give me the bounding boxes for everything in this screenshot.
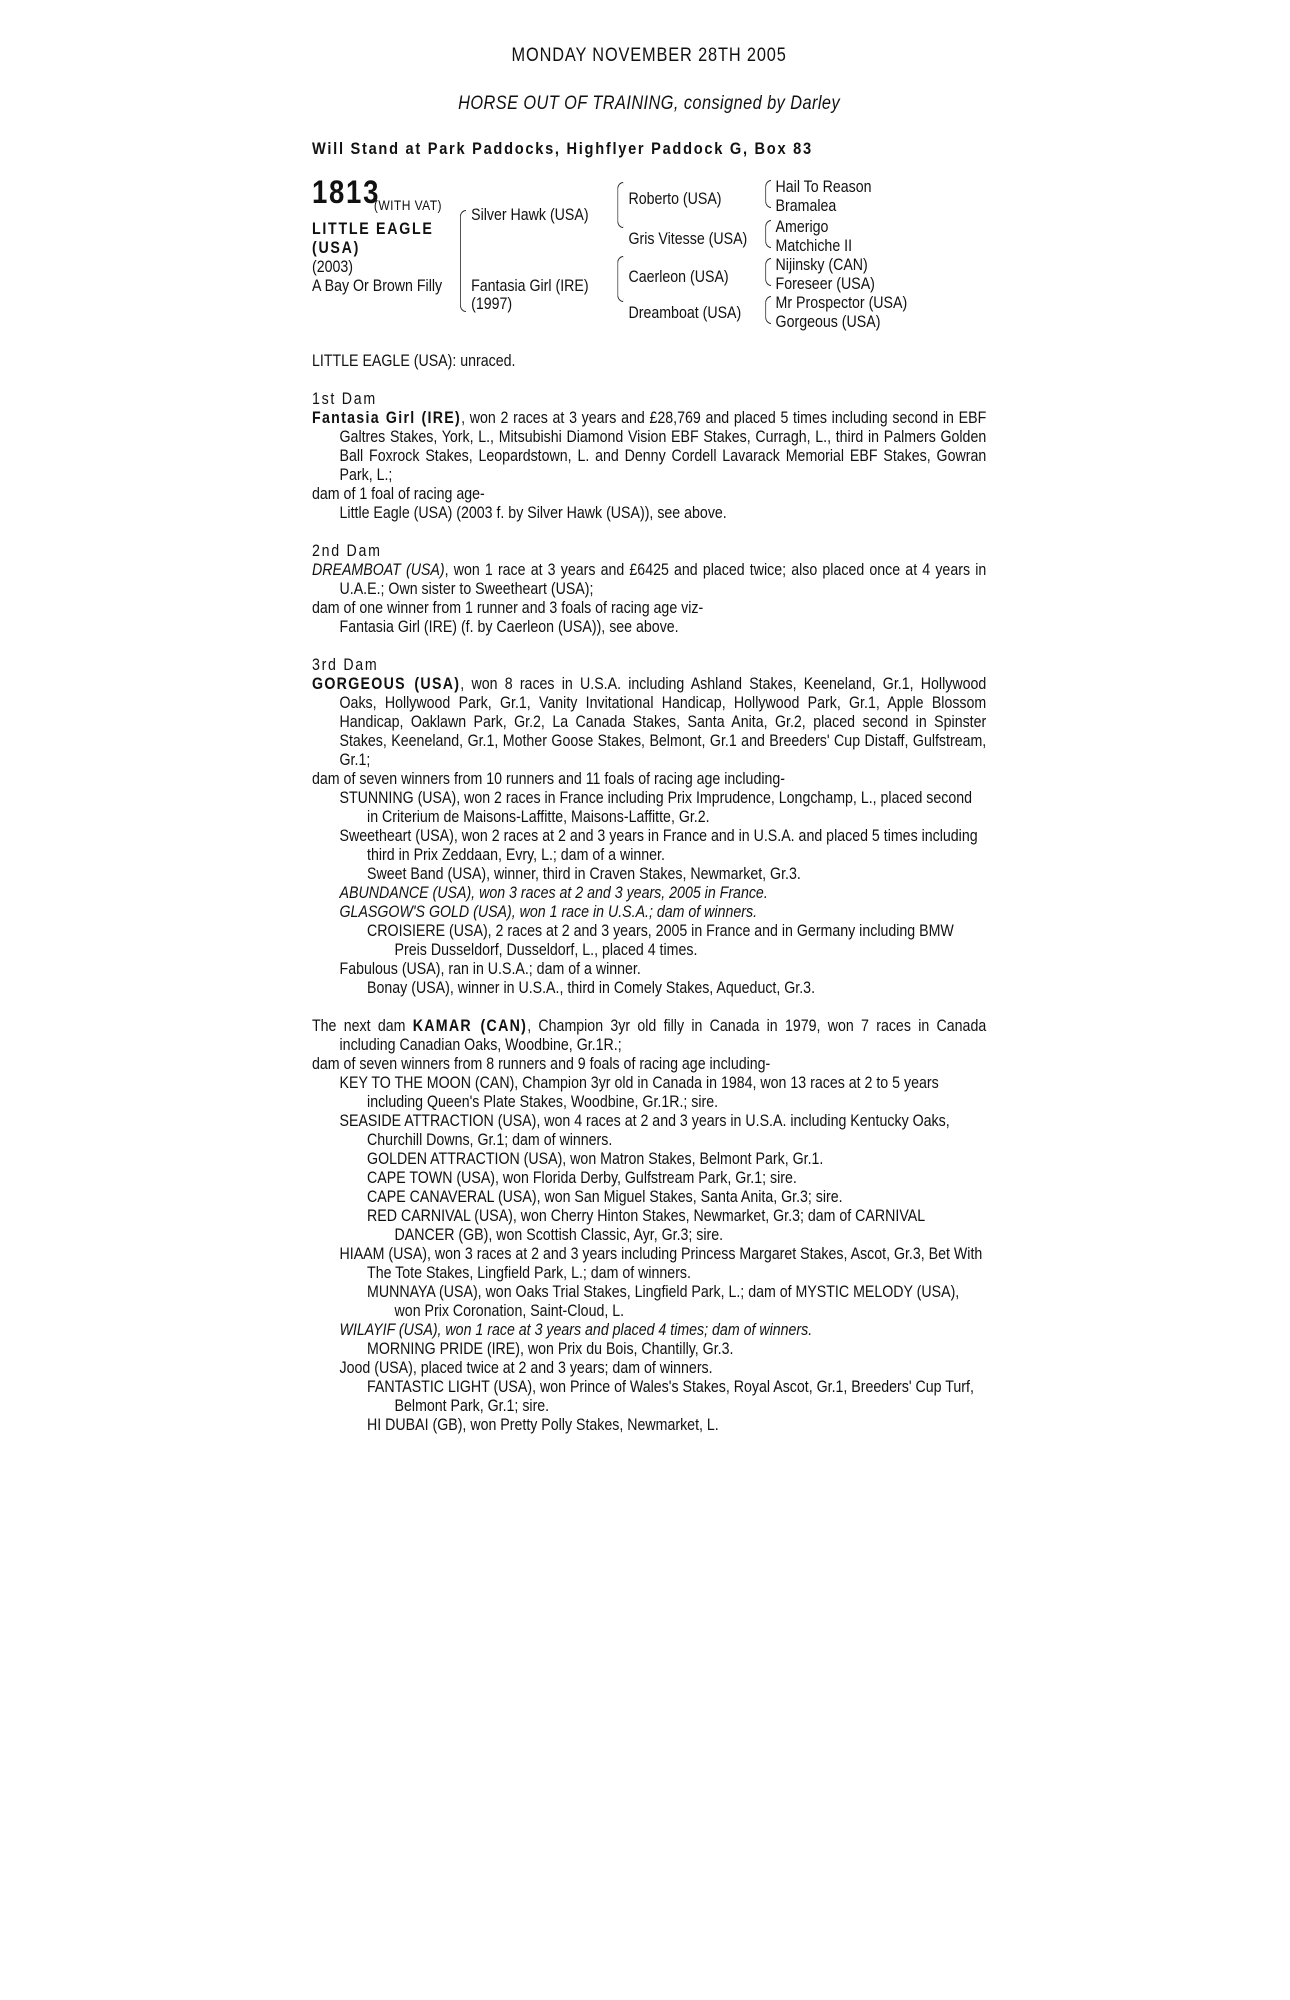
catalogue-body [312,352,986,1435]
consignment-title: HORSE OUT OF TRAINING, consigned by Darley [458,93,841,114]
pedigree-table [312,174,986,338]
pedigree-sire-sire: Roberto (USA) [628,190,722,208]
dam-name: DREAMBOAT (USA) [312,561,445,579]
dam-name: GORGEOUS (USA) [312,675,461,693]
pedigree-dam-dam: Dreamboat (USA) [628,304,742,322]
pedigree-g2: Bramalea [775,197,837,215]
produce-entry: CAPE TOWN (USA), won Florida Derby, Gulfstream Park, Gr.1; sire. [367,1169,797,1187]
pedigree-g7: Mr Prospector (USA) [775,294,908,312]
produce-entry: WILAYIF (USA), won 1 race at 3 years and placed 4 times; dam of winners. [339,1321,813,1339]
horse-year: (2003) [312,258,354,276]
pedigree-g4: Matchiche II [775,237,853,255]
produce-entry: Sweet Band (USA), winner, third in Craven Stakes, Newmarket, Gr.3. [367,865,801,883]
horse-description: A Bay Or Brown Filly [312,277,443,295]
brace-g3 [765,220,771,248]
second-dam-section [312,542,986,637]
brace-g1 [765,180,771,208]
lot-number: 1813 [312,174,381,210]
pedigree-sire-dam: Gris Vitesse (USA) [628,230,748,248]
brace-dam-line [617,256,623,302]
dam-name: Fantasia Girl (IRE) [312,409,462,427]
pedigree-sire: Silver Hawk (USA) [471,206,589,224]
pedigree-dam-sire: Caerleon (USA) [628,268,729,286]
race-record: LITTLE EAGLE (USA): unraced. [312,352,516,370]
horse-country: (USA) [312,239,361,257]
section-heading: 3rd Dam [312,656,379,674]
produce-entry: HI DUBAI (GB), won Pretty Polly Stakes, Newmarket, L. [367,1416,719,1434]
dam-record: GORGEOUS (USA), won 8 races in U.S.A. including Ashland Stakes, Keeneland, Gr.1, Hollywood Oaks, Hollywood Park, Gr.1, Vanity Invitational Handicap, Hollywood Park, Gr.1, Apple Blossom Handicap, Oaklawn Park, Gr.2, La Canada Stakes, Santa Anita, Gr.2, placed second in Spinster Stakes, Keeneland, Gr.1, Mother Goose Stakes, Belmont, Gr.1 and Breeders' Cup Distaff, Gulfstream, Gr.1; [312,675,987,769]
foal-summary: dam of one winner from 1 runner and 3 foals of racing age viz- [312,599,704,617]
pedigree-g5: Nijinsky (CAN) [775,256,868,274]
brace-sire-dam [460,210,466,312]
vat-label: (WITH VAT) [373,197,442,213]
foal-summary: dam of seven winners from 10 runners and 11 foals of racing age including- [312,770,786,788]
produce-entry: KEY TO THE MOON (CAN), Champion 3yr old in Canada in 1984, won 13 races at 2 to 5 years including Queen's Plate Stakes, Woodbine, Gr.1R.; sire. [339,1074,939,1111]
pedigree-dam-year: (1997) [471,295,513,313]
horse-name: LITTLE EAGLE [312,220,434,238]
produce-entry: RED CARNIVAL (USA), won Cherry Hinton Stakes, Newmarket, Gr.3; dam of CARNIVAL DANCER (GB), won Scottish Classic, Ayr, Gr.3; sire. [367,1207,925,1244]
stand-location: Will Stand at Park Paddocks, Highflyer Paddock G, Box 83 [312,139,813,158]
produce-entry: Bonay (USA), winner in U.S.A., third in Comely Stakes, Aqueduct, Gr.3. [367,979,816,997]
produce-entry: Fabulous (USA), ran in U.S.A.; dam of a winner. [339,960,641,978]
brace-sire-line [617,182,623,228]
sale-date: MONDAY NOVEMBER 28TH 2005 [511,45,787,66]
produce-entry: ABUNDANCE (USA), won 3 races at 2 and 3 years, 2005 in France. [339,884,768,902]
produce-entry: Fantasia Girl (IRE) (f. by Caerleon (USA)), see above. [339,618,679,636]
pedigree-g1: Hail To Reason [775,178,872,196]
produce-entry: MORNING PRIDE (IRE), won Prix du Bois, Chantilly, Gr.3. [367,1340,734,1358]
produce-entry: HIAAM (USA), won 3 races at 2 and 3 years including Princess Margaret Stakes, Ascot, Gr.3, Bet With The Tote Stakes, Lingfield Park, L.; dam of winners. [339,1245,983,1282]
pedigree-dam: Fantasia Girl (IRE) [471,277,589,295]
dam-record: DREAMBOAT (USA), won 1 race at 3 years and £6425 and placed twice; also placed once at 4 years in U.A.E.; Own sister to Sweetheart (USA); [312,561,987,598]
produce-entry: CAPE CANAVERAL (USA), won San Miguel Stakes, Santa Anita, Gr.3; sire. [367,1188,843,1206]
produce-entry: CROISIERE (USA), 2 races at 2 and 3 years, 2005 in France and in Germany including BMW Preis Dusseldorf, Dusseldorf, L., placed 4 times. [367,922,954,959]
produce-entry: MUNNAYA (USA), won Oaks Trial Stakes, Lingfield Park, L.; dam of MYSTIC MELODY (USA), won Prix Coronation, Saint-Cloud, L. [367,1283,960,1320]
foal-summary: dam of seven winners from 8 runners and 9 foals of racing age including- [312,1055,771,1073]
produce-entry: Sweetheart (USA), won 2 races at 2 and 3 years in France and in U.S.A. and placed 5 times including third in Prix Zeddaan, Evry, L.; dam of a winner. [339,827,978,864]
pedigree-g8: Gorgeous (USA) [775,313,881,331]
brace-g7 [765,296,771,324]
pedigree-g3: Amerigo [775,218,829,236]
section-heading: 1st Dam [312,390,377,408]
produce-entry: Little Eagle (USA) (2003 f. by Silver Hawk (USA)), see above. [339,504,727,522]
brace-g5 [765,258,771,286]
next-dam-section [312,1017,986,1435]
produce-entry: FANTASTIC LIGHT (USA), won Prince of Wales's Stakes, Royal Ascot, Gr.1, Breeders' Cup Turf, Belmont Park, Gr.1; sire. [367,1378,974,1415]
dam-name: KAMAR (CAN) [412,1017,528,1035]
pedigree-g6: Foreseer (USA) [775,275,875,293]
third-dam-section [312,656,986,998]
dam-record: The next dam KAMAR (CAN), Champion 3yr old filly in Canada in 1979, won 7 races in Canada including Canadian Oaks, Woodbine, Gr.1R.; [312,1017,987,1054]
first-dam-section [312,390,986,523]
produce-entry: SEASIDE ATTRACTION (USA), won 4 races at 2 and 3 years in U.S.A. including Kentucky Oaks, Churchill Downs, Gr.1; dam of winners. [339,1112,950,1149]
foal-summary: dam of 1 foal of racing age- [312,485,485,503]
section-heading: 2nd Dam [312,542,382,560]
produce-entry: GOLDEN ATTRACTION (USA), won Matron Stakes, Belmont Park, Gr.1. [367,1150,824,1168]
produce-entry: STUNNING (USA), won 2 races in France including Prix Imprudence, Longchamp, L., placed second in Criterium de Maisons-Laffitte, Maisons-Laffitte, Gr.2. [339,789,973,826]
produce-entry: GLASGOW'S GOLD (USA), won 1 race in U.S.A.; dam of winners. [339,903,758,921]
produce-entry: Jood (USA), placed twice at 2 and 3 years; dam of winners. [339,1359,713,1377]
dam-record: Fantasia Girl (IRE), won 2 races at 3 years and £28,769 and placed 5 times including second in EBF Galtres Stakes, York, L., Mitsubishi Diamond Vision EBF Stakes, Curragh, L., third in Palmers Golden Ball Foxrock Stakes, Leopardstown, L. and Denny Cordell Lavarack Memorial EBF Stakes, Gowran Park, L.; [312,409,987,484]
